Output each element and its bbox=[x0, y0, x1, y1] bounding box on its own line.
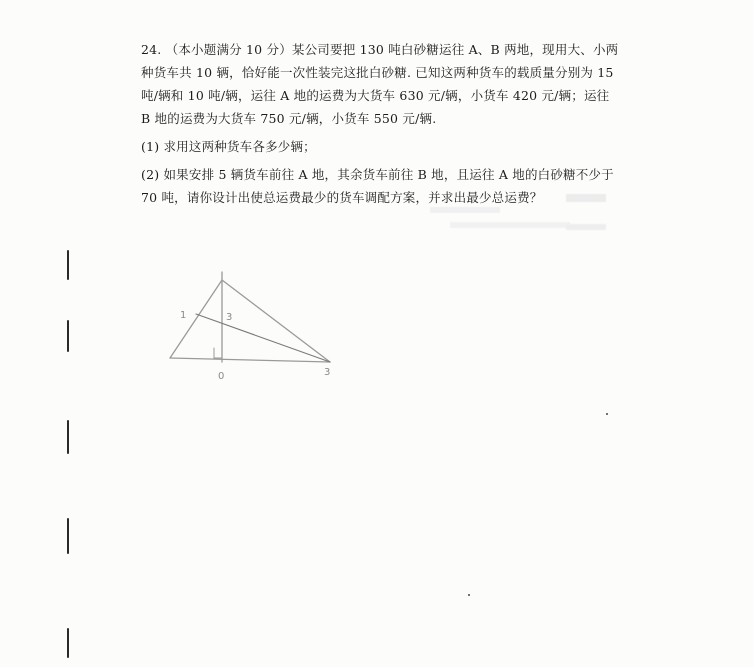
scan-speck bbox=[606, 413, 608, 415]
bleed-through-smudge bbox=[430, 207, 500, 213]
sketch-hypotenuse bbox=[222, 280, 330, 362]
problem-24 bbox=[141, 38, 621, 209]
margin-scan-mark bbox=[67, 518, 69, 554]
margin-scan-mark bbox=[67, 420, 69, 454]
margin-scan-mark bbox=[67, 320, 69, 352]
margin-scan-mark bbox=[67, 628, 69, 658]
margin-scan-mark bbox=[67, 250, 69, 280]
sketch-base-line bbox=[170, 358, 330, 362]
triangle-sketch bbox=[160, 262, 350, 387]
bleed-through-smudge bbox=[566, 224, 606, 230]
question-1: (1) 求用这两种货车各多少辆； bbox=[141, 139, 316, 154]
bleed-through-smudge bbox=[566, 194, 606, 202]
problem-stem: 24. （本小题满分 10 分）某公司要把 130 吨白砂糖运往 A、B 两地，现用大、小两种货车共 10 辆，恰好能一次性装完这批白砂糖. 已知这两种货车的载质量分别为 15 吨/辆和 10 吨/辆，运往 A 地的运费为大货车 630 元/辆，小货车 420 元/辆；运往 B 地的运费为大货车 750 元/辆，小货车 550 元/辆. bbox=[141, 42, 619, 126]
sketch-left-side bbox=[170, 280, 222, 358]
sketch-inner-segment bbox=[196, 314, 330, 362]
scan-speck bbox=[468, 594, 470, 596]
sketch-label-mid: 3 bbox=[226, 312, 233, 323]
sketch-label-right: 3 bbox=[324, 367, 331, 378]
sketch-label-origin: 0 bbox=[218, 371, 225, 382]
right-angle-mark bbox=[214, 348, 222, 358]
sketch-label-left: 1 bbox=[180, 310, 187, 321]
bleed-through-smudge bbox=[450, 222, 570, 228]
question-2: (2) 如果安排 5 辆货车前往 A 地，其余货车前往 B 地，且运往 A 地的白砂糖不少于 70 吨，请你设计出使总运费最少的货车调配方案，并求出最少总运费？ bbox=[141, 167, 614, 205]
